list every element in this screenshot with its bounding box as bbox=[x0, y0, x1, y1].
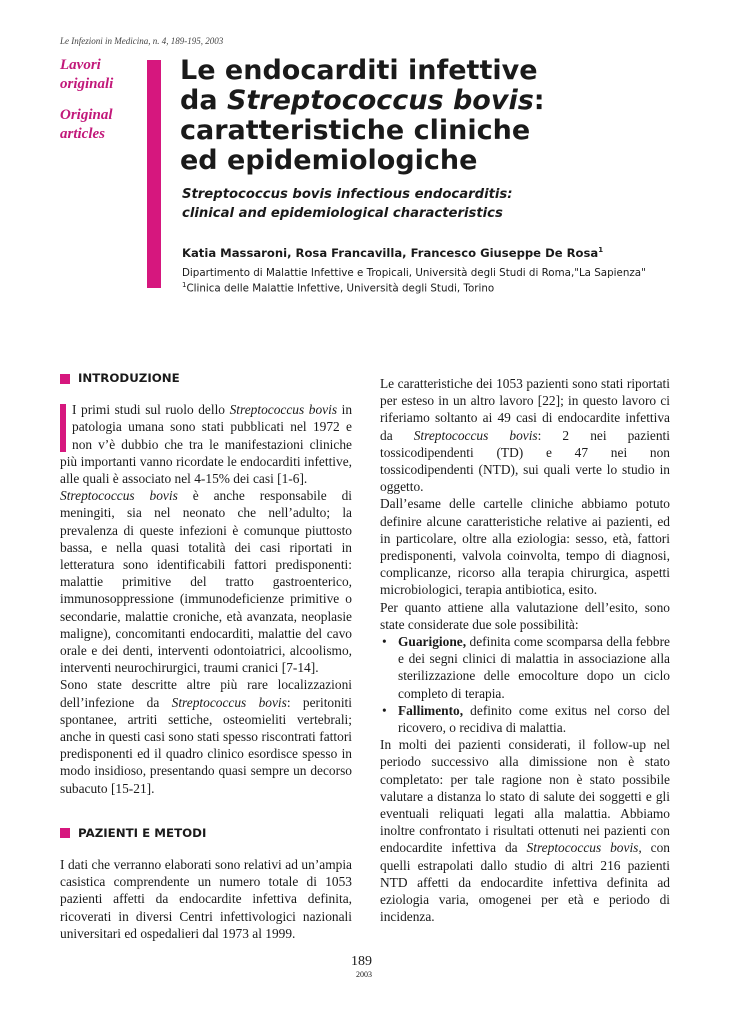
methods-paragraph-1: I dati che verranno elaborati sono relativi ad un’ampia casistica comprendente un numero totale di 1053 pazienti affetti da endocardite infettiva definita, ricoverati in diversi Centri infettivologici nazionali universitari ed ospedalieri dal 1973 al 1999. bbox=[60, 857, 352, 941]
methods-p5-italic: Streptococcus bovis, bbox=[526, 840, 642, 856]
methods-heading-text: PAZIENTI E METODI bbox=[78, 825, 207, 840]
title-line-3: caratteristiche cliniche bbox=[180, 115, 531, 146]
outcome-fallimento-text: definito come exitus nel corso del ricovero, o recidiva di malattia. bbox=[398, 702, 670, 736]
methods-p5-text: In molti dei pazienti considerati, il follow-up nel periodo successivo alla dimissione non è stato completato: per tale ragione non è stato possibile valutare a distanza lo stato di salute dei soggetti e gli eventuali reliquati legati alla malattia. Abbiamo inoltre confrontato i risultati ottenuti nei pazienti con endocardite infettiva da bbox=[380, 737, 670, 856]
square-bullet-icon bbox=[60, 828, 70, 838]
intro-p3-italic: Streptococcus bovis bbox=[171, 694, 287, 710]
accent-bar bbox=[147, 60, 161, 288]
title-line-1: Le endocarditi infettive bbox=[180, 55, 538, 86]
outcome-list bbox=[380, 633, 670, 736]
subtitle-line-2: clinical and epidemiological characteristics bbox=[182, 206, 503, 221]
methods-p2-rest: : 2 nei pazienti tossicodipendenti (TD) e 47 nei non tossicodipendenti (NTD), sui quali verte lo studio in oggetto. bbox=[380, 427, 670, 495]
intro-p2-italic: Streptococcus bovis bbox=[60, 488, 178, 504]
authors bbox=[182, 246, 603, 260]
subtitle-line-1: Streptococcus bovis infectious endocarditis: bbox=[182, 187, 513, 202]
section-label-en-2: articles bbox=[60, 126, 105, 142]
title-line-4: ed epidemiologiche bbox=[180, 145, 478, 176]
intro-p1-text: I primi studi sul ruolo dello bbox=[72, 402, 230, 418]
intro-p3-text: Sono state descritte altre più rare localizzazioni dell’infezione da bbox=[60, 677, 352, 710]
section-label-en-1: Original bbox=[60, 107, 113, 123]
methods-p2-text: Le caratteristiche dei 1053 pazienti sono stati riportati per esteso in un altro lavoro [22]; in questo lavoro ci riferiamo soltanto ai 49 casi di endocardite infettiva da bbox=[380, 376, 670, 443]
author-sup: 1 bbox=[598, 246, 604, 255]
square-bullet-icon bbox=[60, 374, 70, 384]
article-title bbox=[180, 56, 680, 176]
methods-paragraph-4: Per quanto attiene alla valutazione dell’esito, sono state considerate due sole possibilità: bbox=[380, 599, 670, 632]
title-line-2 bbox=[180, 86, 680, 116]
methods-p5-rest: con quelli estrapolati dallo studio di altri 216 pazienti NTD affetti da endocardite infettiva definita ad eziologia varia, omogenei per età e periodo di incidenza. bbox=[380, 840, 670, 925]
column-right bbox=[380, 375, 670, 926]
intro-p1-italic: Streptococcus bovis bbox=[229, 402, 338, 418]
methods-heading bbox=[60, 825, 352, 842]
page-year: 2003 bbox=[356, 970, 372, 979]
section-label-it-1: Lavori bbox=[60, 57, 101, 73]
affiliation-2 bbox=[182, 281, 494, 294]
outcome-item-fallimento bbox=[380, 702, 670, 736]
intro-paragraph-3 bbox=[60, 676, 352, 796]
affiliation-2-sup: 1 bbox=[182, 281, 187, 289]
methods-paragraph-5 bbox=[380, 736, 670, 925]
title-line-2-prefix: da bbox=[180, 85, 227, 116]
intro-p2-rest: è anche responsabile di meningiti, sia nel neonato che nell’adulto; la prevalenza di queste infezioni è comunque piuttosto bassa, e nella quasi totalità dei casi riportati in letteratura sono identificabili fattori predisponenti: malattie primitive del tratto gastroenterico, immunosoppressione (immunodeficienze primitive o secondarie, malattie croniche, età avanzata, neoplasie maligne), concomitanti endocarditi, malattie del cavo orale e dei denti, interventi odontoiatrici, alcoolismo, interventi neurochirurgici, traumi cranici [7-14]. bbox=[60, 488, 353, 676]
intro-p1-rest: in patologia umana sono stati pubblicati nel 1972 e non v’è dubbio che tra le manifestazioni cliniche più importanti vanno ricordate le endocarditi infettive, alle quali è associato nel 4-15% dei casi [1-6]. bbox=[60, 402, 353, 487]
title-line-2-suffix: : bbox=[533, 85, 545, 116]
article-subtitle bbox=[182, 185, 702, 223]
affiliation-1: Dipartimento di Malattie Infettive e Tropicali, Università degli Studi di Roma,"La Sapienza" bbox=[182, 267, 646, 279]
intro-heading bbox=[60, 370, 352, 387]
title-line-2-italic: Streptococcus bovis bbox=[226, 85, 534, 116]
outcome-guarigione-text: definita come scomparsa della febbre e dei segni clinici di malattia in associazione alla sterilizzazione delle emocolture dopo un ciclo completo di terapia. bbox=[398, 634, 670, 701]
affiliation-2-text: Clinica delle Malattie Infettive, Università degli Studi, Torino bbox=[186, 282, 495, 295]
page-number: 189 bbox=[351, 954, 372, 969]
section-label-it-2: originali bbox=[60, 76, 114, 92]
author-names: Katia Massaroni, Rosa Francavilla, Francesco Giuseppe De Rosa bbox=[182, 246, 599, 260]
journal-citation: Le Infezioni in Medicina, n. 4, 189-195, 2003 bbox=[60, 36, 224, 46]
methods-p2-italic: Streptococcus bovis bbox=[413, 427, 538, 443]
intro-heading-text: INTRODUZIONE bbox=[78, 371, 180, 385]
column-left bbox=[60, 370, 352, 942]
intro-paragraph-1 bbox=[60, 401, 352, 487]
intro-paragraph-2 bbox=[60, 487, 352, 676]
outcome-item-guarigione bbox=[380, 633, 670, 702]
methods-paragraph-3: Dall’esame delle cartelle cliniche abbiamo potuto definire alcune caratteristiche relative ai pazienti, ed in particolare, oltre alla eziologia: sesso, età, fattori predisponenti, valvola coinvolta, tempo di diagnosi, complicanze, ricorso alla terapia chirurgica, aspetti microbiologici, terapia antibiotica, esito. bbox=[380, 496, 670, 598]
dropcap-bar bbox=[60, 404, 66, 452]
methods-paragraph-2 bbox=[380, 375, 670, 495]
outcome-fallimento-label: Fallimento, bbox=[398, 702, 464, 718]
intro-p3-rest: : peritoniti spontanee, artriti settiche, osteomieliti vertebrali; anche in questi casi sono stati spesso riscontrati fattori predisponenti ed il quadro clinico esordisce spesso in modo insidioso, presentando quasi sempre un decorso subacuto [15-21]. bbox=[60, 694, 352, 796]
outcome-guarigione-label: Guarigione, bbox=[398, 634, 467, 650]
section-labels bbox=[60, 56, 140, 144]
